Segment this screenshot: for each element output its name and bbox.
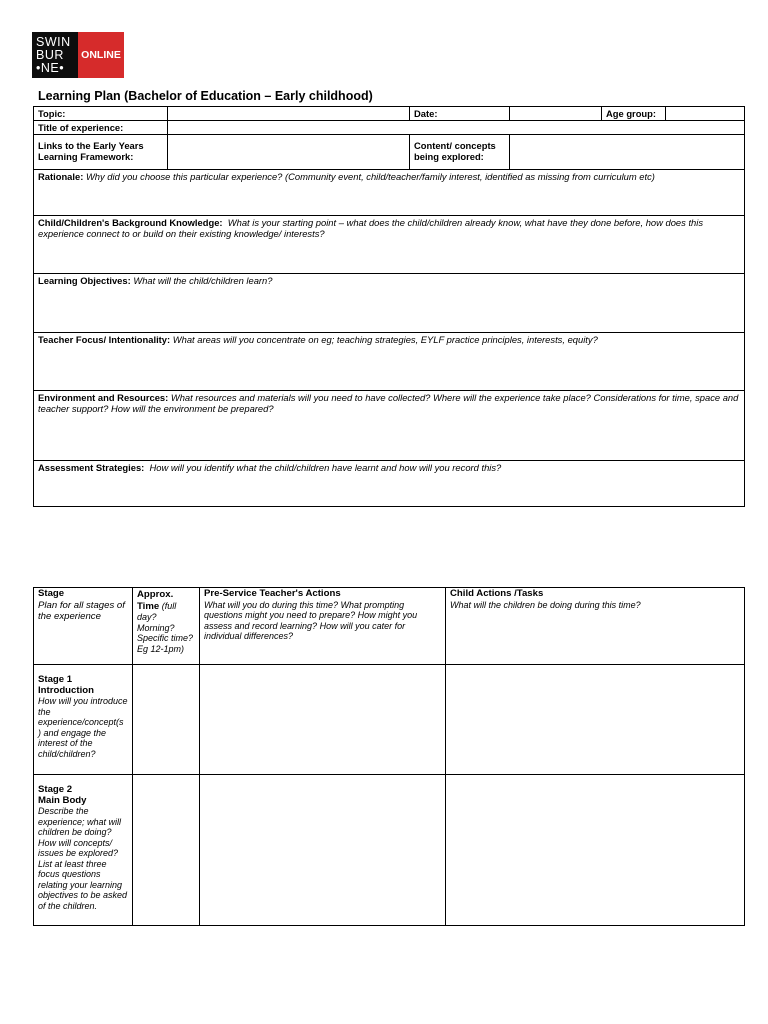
stage-header-subtitle: Plan for all stages of the experience [38, 599, 125, 622]
logo-line: •NE• [36, 60, 65, 75]
rationale-prompt: Why did you choose this particular experience? (Community event, child/teacher/family interest, identified as missing from curriculum etc) [85, 171, 655, 182]
stage-1-name: Introduction [38, 684, 94, 696]
stage-header [34, 588, 133, 665]
stage-2-time-field[interactable] [133, 775, 200, 926]
teacher-focus-section[interactable] [34, 333, 745, 391]
stage-2-name: Main Body [38, 794, 87, 806]
title-of-experience-label: Title of experience: [34, 121, 168, 135]
approx-time-header-title: Approx. Time [137, 589, 174, 612]
learning-objectives-prompt: What will the child/children learn? [133, 275, 273, 286]
teacher-actions-header-title: Pre-Service Teacher's Actions [204, 588, 341, 599]
environment-resources-prompt: What resources and materials will you need to have collected? Where will the experience take place? Considerations for time, space and teacher support? How will the environment be prepared? [38, 392, 739, 414]
page-title: Learning Plan (Bachelor of Education – Early childhood) [38, 89, 373, 103]
stage-1-prompt: How will you introduce the experience/concept(s ) and engage the interest of the child/children? [38, 696, 128, 759]
rationale-section[interactable] [34, 170, 745, 216]
approx-time-header-subtitle: (full day? Morning? Specific time? Eg 12-1pm) [137, 600, 194, 654]
topic-label: Topic: [34, 107, 168, 121]
approx-time-header [133, 588, 200, 665]
stage-1-label: Stage 1 [38, 674, 73, 685]
learning-objectives-section[interactable] [34, 274, 745, 333]
stage-1-teacher-actions-field[interactable] [200, 665, 446, 775]
stage-2-child-actions-field[interactable] [446, 775, 745, 926]
child-actions-header [446, 588, 745, 665]
teacher-focus-label: Teacher Focus/ Intentionality: [38, 334, 171, 345]
stage-header-title: Stage [38, 588, 65, 599]
stage-1-child-actions-field[interactable] [446, 665, 745, 775]
stage-1-cell [34, 665, 133, 775]
age-group-label: Age group: [602, 107, 666, 121]
topic-field[interactable] [168, 107, 410, 121]
logo-line: SWIN [36, 34, 71, 49]
content-concepts-label: Content/ concepts being explored: [410, 135, 510, 170]
date-label: Date: [410, 107, 510, 121]
swinburne-online-logo [32, 32, 124, 78]
title-of-experience-field[interactable] [168, 121, 745, 135]
background-knowledge-prompt: What is your starting point – what does the child/children already know, what have they done before, how does this experience connect to or build on their existing knowledge/ interests? [38, 217, 704, 239]
learning-objectives-label: Learning Objectives: [38, 275, 131, 286]
logo-online-badge: ONLINE [78, 32, 124, 78]
rationale-label: Rationale: [38, 171, 84, 182]
background-knowledge-section[interactable] [34, 216, 745, 274]
stages-table [33, 587, 745, 926]
teacher-actions-header-subtitle: What will you do during this time? What prompting questions might you need to prepare? How might you assess and record learning? How will you cater for individual differences? [204, 599, 418, 641]
environment-resources-label: Environment and Resources: [38, 392, 169, 403]
child-actions-header-title: Child Actions /Tasks [450, 588, 544, 599]
assessment-strategies-prompt: How will you identify what the child/children have learnt and how will you record this? [149, 462, 502, 473]
eylf-links-field[interactable] [168, 135, 410, 170]
logo-line: BUR [36, 47, 64, 62]
background-knowledge-label: Child/Children's Background Knowledge: [38, 217, 223, 228]
age-group-field[interactable] [666, 107, 745, 121]
logo-wordmark [32, 32, 78, 78]
eylf-links-label: Links to the Early Years Learning Framework: [34, 135, 168, 170]
assessment-strategies-label: Assessment Strategies: [38, 462, 145, 473]
stage-2-cell [34, 775, 133, 926]
learning-plan-table [33, 106, 745, 507]
stage-2-teacher-actions-field[interactable] [200, 775, 446, 926]
teacher-actions-header [200, 588, 446, 665]
assessment-strategies-section[interactable] [34, 461, 745, 507]
stage-2-prompt: Describe the experience; what will children be doing? How will concepts/ issues be explored? List at least three focus questions relating your learning objectives to be asked of the children. [38, 806, 128, 911]
child-actions-header-subtitle: What will the children be doing during this time? [450, 599, 641, 610]
stage-2-label: Stage 2 [38, 784, 73, 795]
environment-resources-section[interactable] [34, 391, 745, 461]
teacher-focus-prompt: What areas will you concentrate on eg; teaching strategies, EYLF practice principles, interests, equity? [172, 334, 598, 345]
stage-1-time-field[interactable] [133, 665, 200, 775]
date-field[interactable] [510, 107, 602, 121]
content-concepts-field[interactable] [510, 135, 745, 170]
